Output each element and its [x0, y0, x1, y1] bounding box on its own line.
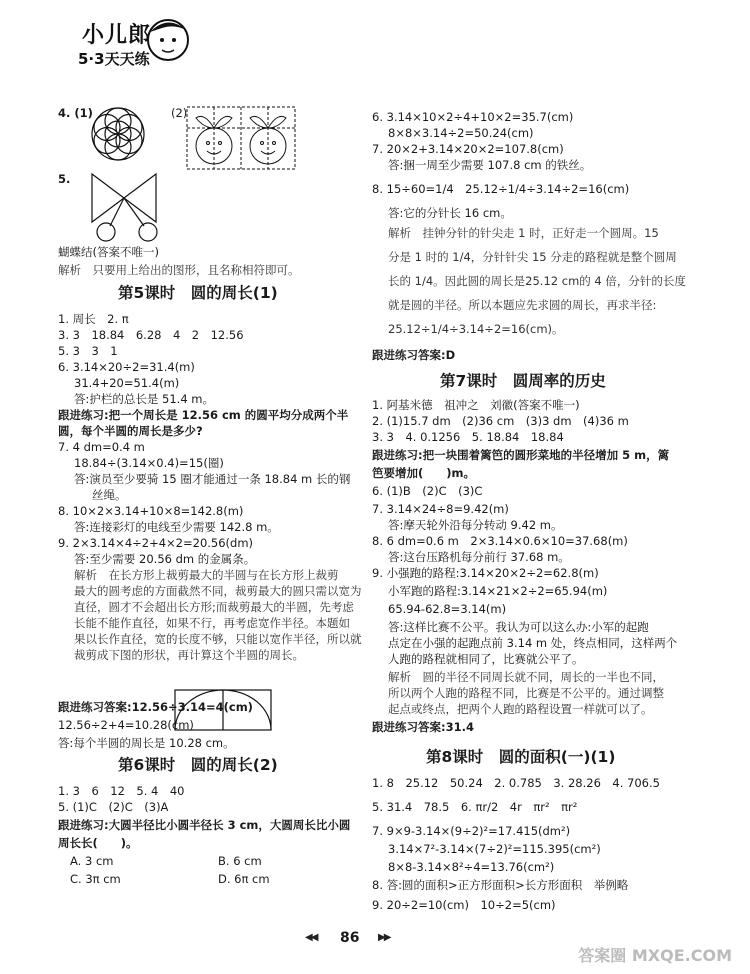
answer-line: 7. 3.14×24÷8=9.42(m) — [372, 502, 509, 516]
answer-line: C. 3π cm — [70, 872, 121, 886]
answer-line: D. 6π cm — [218, 872, 270, 886]
analysis-line: 25.12÷1/4÷3.14÷2=16(cm)。 — [388, 322, 564, 336]
answer-line: 6. (1)B (2)C (3)C — [372, 484, 483, 498]
analysis-line: 长能不能作直径，如果不行，再考虑宽作半径。本题如 — [74, 616, 350, 630]
answer-line: 8. 15÷60=1/4 25.12÷1/4÷3.14÷2=16(cm) — [372, 182, 630, 196]
answer-line: 点定在小强的起跑点前 3.14 m 处，终点相同，这样两个 — [388, 636, 678, 650]
answer-line: 1. 阿基米德 祖冲之 刘徽(答案不唯一) — [372, 398, 580, 412]
answer-line: 答:摩天轮外沿每分转动 9.42 m。 — [388, 518, 563, 532]
flower-circles-figure — [88, 104, 148, 164]
answer-line: 圆，每个半圆的周长是多少? — [58, 424, 203, 438]
brand-subtitle: 5·3天天练 — [78, 50, 150, 68]
analysis-line: 分是 1 时的 1/4，分针针尖 15 分走的路程就是整个圆周 — [388, 250, 677, 264]
answer-line: 1. 8 25.12 50.24 2. 0.785 3. 28.26 4. 706.5 — [372, 776, 660, 790]
answer-line: 18.84÷(3.14×0.4)=15(圈) — [74, 456, 224, 470]
answer-line: 笆要增加( )m。 — [372, 466, 475, 480]
answer-line: 答:护栏的总长是 51.4 m。 — [74, 392, 214, 406]
answer-line: 3. 3 4. 0.1256 5. 18.84 18.84 — [372, 430, 564, 444]
answer-line: 答:这台压路机每分前行 37.68 m。 — [388, 550, 570, 564]
brand-logo — [70, 14, 200, 70]
lesson-heading: 第6课时 圆的周长(2) — [118, 756, 278, 774]
analysis-line: 起点或终点，把两个人跑的路程设置一样就可以了。 — [388, 702, 653, 716]
apple-faces-figure — [186, 106, 296, 170]
answer-line: 12.56÷2+4=10.28(cm) — [58, 718, 194, 732]
answer-line: 答:连接彩灯的电线至少需要 142.8 m。 — [74, 520, 279, 534]
answer-line: 1. 周长 2. π — [58, 312, 129, 326]
answer-line: 8×8×3.14÷2=50.24(cm) — [388, 126, 534, 140]
brand-title: 小儿郎 — [82, 23, 152, 48]
analysis-line: 解析 在长方形上裁剪最大的半圆与在长方形上裁剪 — [74, 568, 339, 582]
analysis-line: 裁剪成下图的形状，再计算这个半圆的周长。 — [74, 648, 304, 662]
answer-line: 9. 小强跑的路程:3.14×20×2÷2=62.8(m) — [372, 566, 599, 580]
answer-line: 7. 4 dm=0.4 m — [58, 440, 145, 454]
answer-line: 跟进练习答案:12.56÷3.14=4(cm) — [58, 700, 253, 714]
lesson-heading: 第7课时 圆周率的历史 — [440, 372, 606, 390]
answer-line: 7. 20×2+3.14×20×2=107.8(cm) — [372, 142, 564, 156]
answer-line: A. 3 cm — [70, 854, 114, 868]
answer-line: 跟进练习:把一块围着篱笆的圆形菜地的半径增加 5 m，篱 — [372, 448, 670, 462]
answer-line: 7. 9×9-3.14×(9÷2)²=17.415(dm²) — [372, 824, 571, 838]
prev-page-icon[interactable]: ◀◀ — [305, 932, 317, 943]
answer-line: 8. 10×2×3.14+10×8=142.8(m) — [58, 504, 244, 518]
bow-tie-figure — [90, 172, 160, 244]
answer-line: 跟进练习:把一个周长是 12.56 cm 的圆平均分成两个半 — [58, 408, 349, 422]
answer-line: 5. 3 3 1 — [58, 344, 118, 358]
answer-line: 答:捆一周至少需要 107.8 cm 的铁丝。 — [388, 158, 592, 172]
analysis-line: 就是圆的半径。所以本题应先求圆的周长，再求半径: — [388, 298, 657, 312]
answer-line: 跟进练习:大圆半径比小圆半径长 3 cm，大圆周长比小圆 — [58, 818, 351, 832]
answer-line: 3. 3 18.84 6.28 4 2 12.56 — [58, 328, 244, 342]
answer-line: 8. 答:圆的面积>正方形面积>长方形面积 举例略 — [372, 878, 629, 892]
answer-line: 2. (1)15.7 dm (2)36 cm (3)3 dm (4)36 m — [372, 414, 629, 428]
answer-line: 跟进练习答案:31.4 — [372, 720, 474, 734]
answer-line: 答:演员至少要骑 15 圈才能通过一条 18.84 m 长的钢 — [74, 472, 351, 486]
answer-line: 9. 20÷2=10(cm) 10÷2=5(cm) — [372, 898, 556, 912]
lesson-heading: 第8课时 圆的面积(一)(1) — [426, 748, 616, 766]
answer-line: 答:它的分针长 16 cm。 — [388, 206, 512, 220]
answer-line: 答:每个半圆的周长是 10.28 cm。 — [58, 736, 235, 750]
semicircle-figure — [174, 688, 274, 732]
answer-line: 6. 3.14×10×2÷4+10×2=35.7(cm) — [372, 110, 574, 124]
answer-line: 31.4+20=51.4(m) — [74, 376, 180, 390]
answer-line: B. 6 cm — [218, 854, 262, 868]
watermark: 答案圈 MXQE.COM — [578, 946, 732, 965]
answer-line: 6. 3.14×20÷2=31.4(m) — [58, 360, 195, 374]
answer-line: 65.94-62.8=3.14(m) — [388, 602, 507, 616]
answer-line: 答:这样比赛不公平。我认为可以这么办:小军的起跑 — [388, 620, 649, 634]
lesson-heading: 第5课时 圆的周长(1) — [118, 284, 278, 302]
page-number: 86 — [340, 930, 360, 946]
answer-line: 4. (1) — [58, 106, 93, 120]
answer-line: 5. 31.4 78.5 6. πr/2 4r πr² πr² — [372, 800, 578, 814]
analysis-line: 果以长作直径，宽的长度不够，只能以宽作半径，所以就 — [74, 632, 362, 646]
next-page-icon[interactable]: ▶▶ — [378, 932, 390, 943]
analysis-line: 直径，圆才不会超出长方形;而裁剪最大的半圆，先考虑 — [74, 600, 354, 614]
analysis-line: 长的 1/4。因此圆的周长是25.12 cm的 4 倍，分针的长度 — [388, 274, 686, 288]
analysis-line: 最大的圆考虑的方面截然不同，裁剪最大的圆只需以宽为 — [74, 584, 362, 598]
answer-line: 人跑的路程就相同了，比赛就公平了。 — [388, 652, 584, 666]
answer-line: 跟进练习答案:D — [372, 348, 456, 362]
answer-line: 蝴蝶结(答案不唯一) — [58, 245, 159, 259]
answer-line: 9. 2×3.14×4÷2+4×2=20.56(dm) — [58, 536, 254, 550]
answer-line: 5. (1)C (2)C (3)A — [58, 800, 169, 814]
analysis-line: 所以两个人跑的路程不同，比赛是不公平的。通过调整 — [388, 686, 664, 700]
answer-line: 8. 6 dm=0.6 m 2×3.14×0.6×10=37.68(m) — [372, 534, 628, 548]
answer-line: 小军跑的路程:3.14×21×2÷2=65.94(m) — [388, 584, 608, 598]
answer-line: (2) — [171, 106, 188, 120]
analysis-line: 解析 圆的半径不同周长就不同，周长的一半也不同， — [388, 670, 664, 684]
answer-line: 1. 3 6 12 5. 4 40 — [58, 784, 185, 798]
answer-line: 丝绳。 — [92, 488, 127, 502]
analysis-line: 解析 只要用上给出的图形，且名称相符即可。 — [58, 263, 300, 277]
analysis-line: 解析 挂钟分针的针尖走 1 时，正好走一个圆周。15 — [388, 226, 659, 240]
answer-line: 5. — [58, 172, 71, 186]
answer-line: 3.14×7²-3.14×(7÷2)²=115.395(cm²) — [388, 842, 601, 856]
answer-line: 周长长( )。 — [58, 836, 138, 850]
answer-line: 8×8-3.14×8²÷4=13.76(cm²) — [388, 860, 555, 874]
answer-line: 答:至少需要 20.56 dm 的金属条。 — [74, 552, 256, 566]
